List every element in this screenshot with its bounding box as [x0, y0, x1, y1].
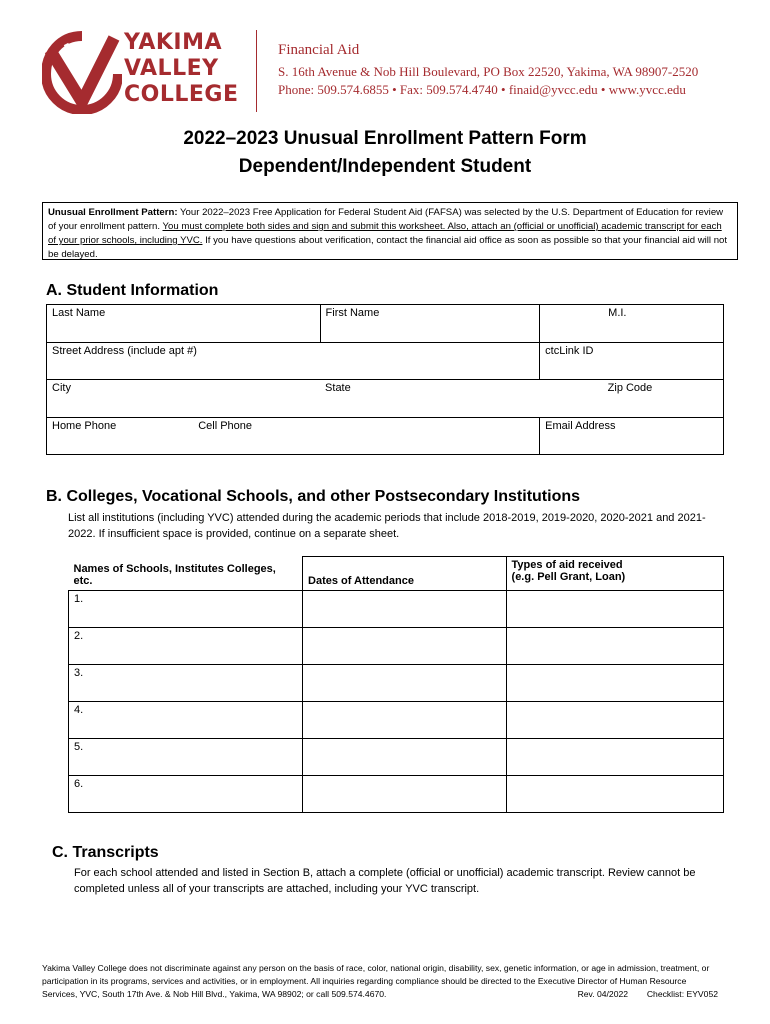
yvc-logo: [42, 30, 242, 114]
dates-cell[interactable]: [303, 776, 507, 813]
checklist-label: Checklist: EYV052: [646, 989, 718, 999]
col-school-name: Names of Schools, Institutes Colleges, etc.: [69, 557, 303, 591]
section-c-heading: C. Transcripts: [52, 844, 159, 861]
office-contact: Phone: 509.574.6855 • Fax: 509.574.4740 • finaid@yvcc.edu • www.yvcc.edu: [278, 82, 686, 97]
form-title: 2022–2023 Unusual Enrollment Pattern Form: [183, 128, 587, 149]
office-name: Financial Aid: [278, 42, 360, 58]
header-divider: [256, 30, 257, 112]
logo-line1: YAKIMA: [124, 30, 223, 55]
aid-type-cell[interactable]: [506, 628, 723, 665]
mi-field[interactable]: M.I.: [540, 305, 724, 343]
ctclink-id-field[interactable]: ctcLink ID: [540, 343, 724, 380]
aid-type-cell[interactable]: [506, 739, 723, 776]
aid-type-cell[interactable]: [506, 776, 723, 813]
footer: [42, 962, 722, 1001]
section-a-heading: A. Student Information: [46, 282, 219, 299]
dates-cell[interactable]: [303, 591, 507, 628]
cell-phone-label: Cell Phone: [198, 420, 253, 432]
logo-line2: VALLEY: [124, 56, 219, 81]
aid-type-cell[interactable]: [506, 702, 723, 739]
state-field[interactable]: State: [320, 380, 540, 418]
notice-text2: If you have questions about verification, contact the financial aid office as soon as possible so that your financial aid will not be delayed.: [48, 235, 728, 260]
aid-type-cell[interactable]: [506, 591, 723, 628]
student-info-table: [46, 304, 724, 455]
notice-box: [42, 202, 738, 260]
dates-cell[interactable]: [303, 628, 507, 665]
school-name-cell[interactable]: 2.: [69, 628, 303, 665]
street-address-field[interactable]: Street Address (include apt #): [47, 343, 540, 380]
aid-type-cell[interactable]: [506, 665, 723, 702]
first-name-field[interactable]: First Name: [320, 305, 540, 343]
footer-text: Yakima Valley College does not discriminate against any person on the basis of race, color, national origin, disability, sex, genetic information, or age in admission, treatment, or participation in its programs, services and activities, or in employment. All inquiries regarding compliance should be directed to the Executive Director of Human Resource Services, YVC, South 17th Ave. & Nob Hill Blvd., Yakima, WA 98902; or call 509.574.4670.: [42, 963, 710, 999]
logo-line3: COLLEGE: [124, 82, 239, 107]
col-aid-types: Types of aid received (e.g. Pell Grant, Loan): [506, 557, 723, 591]
school-name-cell[interactable]: 3.: [69, 665, 303, 702]
dates-cell[interactable]: [303, 665, 507, 702]
institutions-table: [68, 556, 724, 813]
city-field[interactable]: City: [47, 380, 321, 418]
school-name-cell[interactable]: 5.: [69, 739, 303, 776]
notice-text1: Your 2022–2023 Free Application for Federal Student Aid (FAFSA) was selected by the U.S. Department of Education for review of your enrollment pattern.: [48, 207, 724, 232]
section-b-instructions: List all institutions (including YVC) attended during the academic periods that include 2018-2019, 2019-2020, 2020-2021 and 2021-2022. If insufficient space is provided, continue on a separate sheet.: [68, 512, 706, 540]
last-name-field[interactable]: Last Name: [47, 305, 321, 343]
home-phone-field[interactable]: Home Phone Cell Phone: [47, 418, 321, 455]
form-subtitle: Dependent/Independent Student: [238, 156, 532, 177]
dates-cell[interactable]: [303, 702, 507, 739]
email-field[interactable]: Email Address: [540, 418, 724, 455]
school-name-cell[interactable]: 4.: [69, 702, 303, 739]
dates-cell[interactable]: [303, 739, 507, 776]
office-address: S. 16th Avenue & Nob Hill Boulevard, PO Box 22520, Yakima, WA 98907-2520: [278, 64, 699, 79]
section-c-text: For each school attended and listed in Section B, attach a complete (official or unofficial) academic transcript. Review cannot be completed unless all of your transcripts are attached, including your YVC transcript.: [74, 867, 696, 895]
section-b-heading: B. Colleges, Vocational Schools, and other Postsecondary Institutions: [46, 488, 581, 505]
school-name-cell[interactable]: 1.: [69, 591, 303, 628]
cell-phone-field[interactable]: [320, 418, 540, 455]
yvc-logo-mark-icon: [42, 30, 122, 114]
revision-label: Rev. 04/2022: [577, 989, 629, 999]
notice-underlined: You must complete both sides and sign and submit this worksheet. Also, attach an (official or unofficial) academic transcript for each of your prior schools, including YVC.: [48, 221, 722, 246]
notice-lead: Unusual Enrollment Pattern:: [48, 207, 178, 218]
school-name-cell[interactable]: 6.: [69, 776, 303, 813]
col-dates: Dates of Attendance: [303, 557, 507, 591]
zip-field[interactable]: Zip Code: [540, 380, 724, 418]
